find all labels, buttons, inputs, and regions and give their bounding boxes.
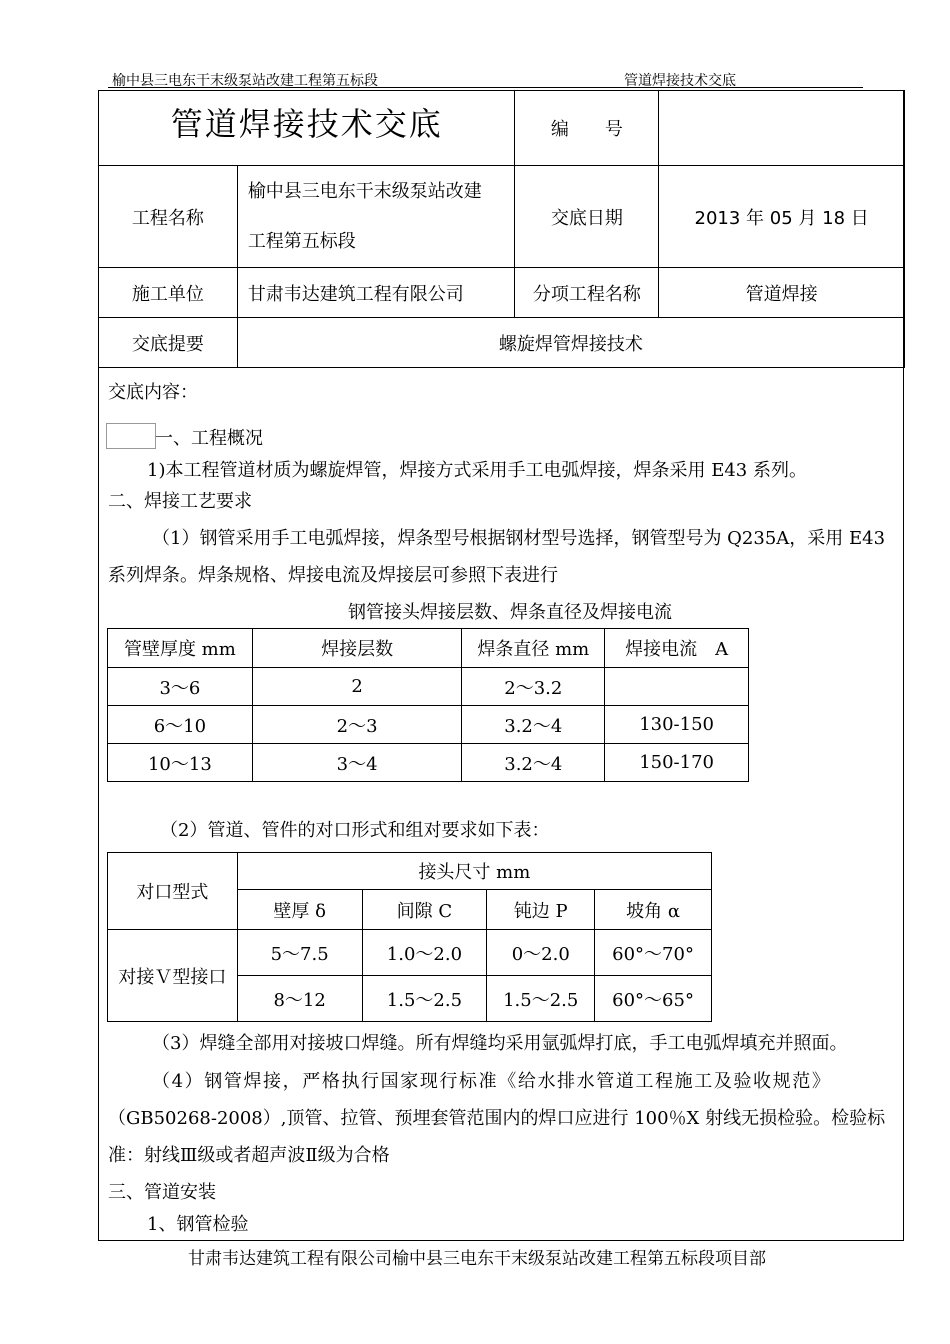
table1-cell: 10～13 — [108, 744, 253, 782]
table1-header: 焊接层数 — [252, 629, 462, 668]
section-2-item1-line1: （1）钢管采用手工电弧焊接，焊条型号根据钢材型号选择，钢管型号为 Q235A，采用 E43 — [152, 528, 886, 549]
table1-header: 管壁厚度 mm — [108, 629, 253, 668]
table-row — [108, 930, 712, 976]
table1-cell: 6～10 — [108, 706, 253, 744]
project-name-line2: 工程第五标段 — [247, 230, 356, 252]
table2-cell: 60°～65° — [595, 976, 712, 1022]
section-2-item2: （2）管道、管件的对口形式和组对要求如下表： — [160, 820, 550, 841]
table1-cell: 2～3 — [252, 706, 462, 744]
summary-value: 螺旋焊管焊接技术 — [237, 318, 904, 368]
section-3-heading: 三、管道安装 — [108, 1182, 216, 1203]
table2-size-header: 接头尺寸 mm — [237, 853, 711, 890]
joint-form-table — [107, 852, 712, 1022]
table2-sub-header: 坡角 α — [595, 890, 712, 930]
number-label: 编 号 — [515, 91, 659, 166]
table1-cell: 3.2～4 — [462, 744, 605, 782]
table1-cell: 3～4 — [252, 744, 462, 782]
table2-type-value: 对接Ｖ型接口 — [108, 930, 238, 1022]
date-label: 交底日期 — [515, 166, 659, 268]
table2-sub-header: 间隙 C — [362, 890, 487, 930]
blank-box — [106, 423, 156, 449]
table1-header: 焊条直径 mm — [462, 629, 605, 668]
project-name-line1: 榆中县三电东干末级泵站改建 — [247, 180, 482, 202]
subitem-value: 管道焊接 — [659, 268, 905, 318]
table1-cell: 2 — [252, 668, 462, 706]
table1-cell: 3～6 — [108, 668, 253, 706]
number-value — [659, 91, 905, 166]
section-2-item4-line1: （4）钢管焊接，严格执行国家现行标准《给水排水管道工程施工及验收规范》 — [152, 1071, 832, 1092]
welding-parameters-table — [107, 628, 749, 782]
running-header-left: 榆中县三电东干末级泵站改建工程第五标段 — [112, 73, 378, 89]
table2-cell: 8～12 — [237, 976, 362, 1022]
section-2-item3: （3）焊缝全部用对接坡口焊缝。所有焊缝均采用氩弧焊打底，手工电弧焊填充并照面。 — [152, 1033, 848, 1054]
table1-cell: 130-150 — [605, 706, 749, 744]
table2-cell: 0～2.0 — [487, 930, 595, 976]
project-name-value — [237, 166, 515, 268]
header-rule — [108, 87, 863, 88]
summary-label: 交底提要 — [99, 318, 238, 368]
section-2-heading: 二、焊接工艺要求 — [108, 491, 252, 512]
table1-cell — [605, 668, 749, 706]
table2-cell: 1.5～2.5 — [487, 976, 595, 1022]
table2-cell: 60°～70° — [595, 930, 712, 976]
table1-cell: 3.2～4 — [462, 706, 605, 744]
table2-cell: 1.0～2.0 — [362, 930, 487, 976]
table2-cell: 1.5～2.5 — [362, 976, 487, 1022]
table-row — [108, 706, 749, 744]
contractor-label: 施工单位 — [99, 268, 238, 318]
content-label: 交底内容： — [108, 382, 198, 403]
section-2-item1-line2: 系列焊条。焊条规格、焊接电流及焊接层可参照下表进行 — [108, 565, 558, 586]
contractor-value: 甘肃韦达建筑工程有限公司 — [237, 268, 515, 318]
section-2-item4-line3: 准：射线Ⅲ级或者超声波Ⅱ级为合格 — [108, 1145, 390, 1166]
section-1-paragraph: 1)本工程管道材质为螺旋焊管，焊接方式采用手工电弧焊接，焊条采用 E43 系列。 — [147, 460, 807, 481]
document-title: 管道焊接技术交底 — [99, 91, 515, 166]
table1-cell: 2～3.2 — [462, 668, 605, 706]
table1-header: 焊接电流 A — [605, 629, 749, 668]
table2-sub-header: 钝边 P — [487, 890, 595, 930]
subitem-label: 分项工程名称 — [515, 268, 659, 318]
table1-caption: 钢管接头焊接层数、焊条直径及焊接电流 — [348, 602, 672, 623]
form-header-table — [98, 90, 905, 368]
project-name-label: 工程名称 — [99, 166, 238, 268]
page-footer: 甘肃韦达建筑工程有限公司榆中县三电东干末级泵站改建工程第五标段项目部 — [188, 1249, 766, 1269]
table2-sub-header: 壁厚 δ — [237, 890, 362, 930]
section-2-item4-line2: （GB50268-2008）,顶管、拉管、预埋套管范围内的焊口应进行 100％X 射线无损检验。检验标 — [108, 1108, 886, 1129]
table-row — [108, 668, 749, 706]
section-1-heading: 一、工程概况 — [155, 428, 263, 449]
table2-type-header: 对口型式 — [108, 853, 238, 930]
running-header-right: 管道焊接技术交底 — [624, 73, 736, 89]
table1-cell: 150-170 — [605, 744, 749, 782]
section-3-item1: 1、钢管检验 — [147, 1214, 249, 1235]
table-row — [108, 744, 749, 782]
table2-cell: 5～7.5 — [237, 930, 362, 976]
date-value: 2013 年 05 月 18 日 — [659, 166, 905, 268]
